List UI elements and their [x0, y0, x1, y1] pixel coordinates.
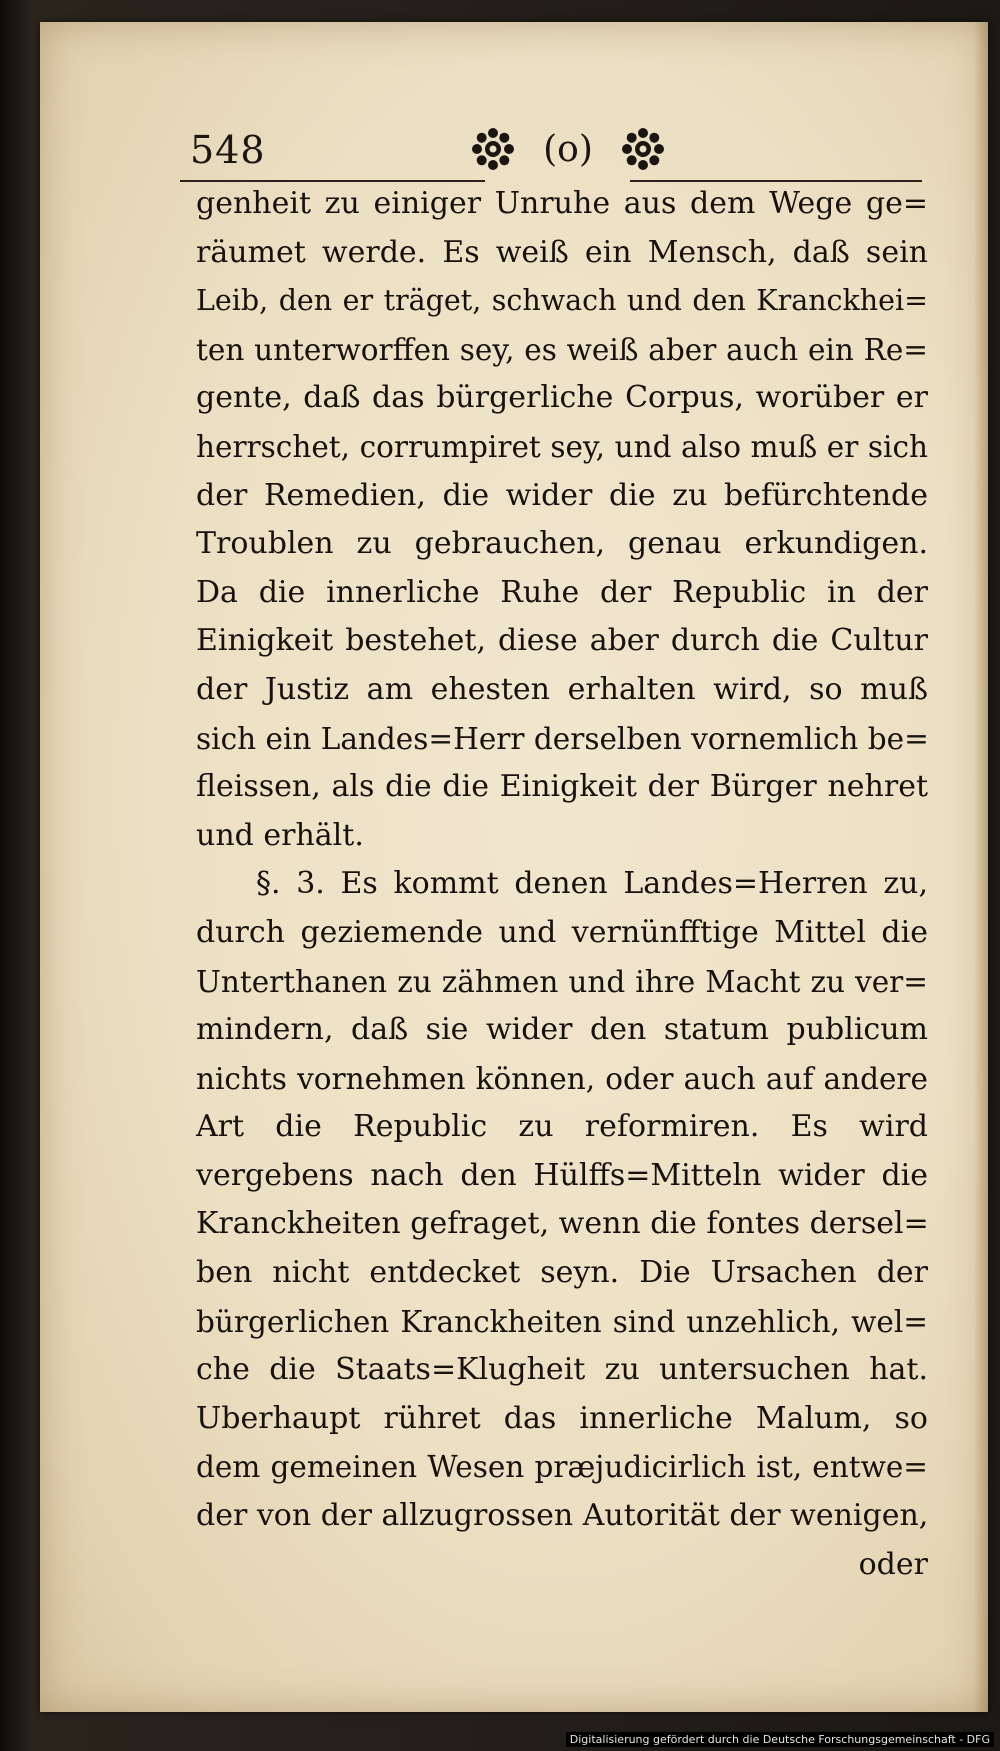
text-line: dem gemeinen Wesen præjudicirlich ist, entwe=	[196, 1450, 928, 1485]
rosette-ornament-icon	[468, 124, 518, 174]
text-line: Kranckheiten gefraget, wenn die fontes dersel=	[196, 1206, 929, 1242]
text-line: mindern, daß sie wider den statum publicum	[196, 1012, 928, 1048]
text-line: vergebens nach den Hülffs=Mitteln wider die	[196, 1157, 928, 1193]
header-ornament	[468, 122, 668, 176]
catchword: oder	[858, 1546, 928, 1582]
text-line: Einigkeit bestehet, diese aber durch die Cultur	[196, 623, 928, 659]
text-line: sich ein Landes=Herr derselben vornemlich be=	[196, 721, 929, 756]
text-line: bürgerlichen Kranckheiten sind unzehlich, wel=	[196, 1304, 928, 1339]
digitization-credit: Digitalisierung gefördert durch die Deutsche Forschungsgemeinschaft - DFG	[566, 1732, 994, 1747]
text-line: ben nicht entdecket seyn. Die Ursachen der	[196, 1255, 928, 1291]
text-line: gente, daß das bürgerliche Corpus, worüber er	[196, 380, 928, 416]
text-line: fleissen, als die die Einigkeit der Bürger nehret	[196, 769, 928, 805]
text-line: der Remedien, die wider die zu befürchtende	[196, 477, 928, 513]
text-line: durch geziemende und vernünfftige Mittel die	[196, 914, 928, 950]
page-number: 548	[190, 128, 266, 172]
text-line: che die Staats=Klugheit zu untersuchen hat.	[196, 1352, 928, 1388]
text-line: genheit zu einiger Unruhe aus dem Wege ge=	[196, 186, 928, 221]
text-line: Da die innerliche Ruhe der Republic in der	[196, 574, 928, 610]
text-line: nichts vornehmen können, oder auch auf andere	[196, 1061, 928, 1096]
header-mark: (o)	[543, 128, 593, 170]
text-line: Uberhaupt rühret das innerliche Malum, so	[196, 1400, 928, 1436]
text-line: Unterthanen zu zähmen und ihre Macht zu ver=	[196, 964, 928, 999]
section-heading-line: §. 3. Es kommt denen Landes=Herren zu,	[256, 866, 928, 902]
text-line: räumet werde. Es weiß ein Mensch, daß sein	[196, 234, 928, 270]
page-edge-shadow	[974, 22, 988, 1712]
text-line: Art die Republic zu reformiren. Es wird	[196, 1109, 928, 1145]
text-line: Leib, den er träget, schwach und den Kranckhei=	[196, 284, 928, 318]
text-line: und erhält.	[196, 817, 364, 853]
text-line: der von der allzugrossen Autorität der wenigen,	[196, 1498, 929, 1534]
rosette-ornament-icon	[618, 124, 668, 174]
text-line: herrschet, corrumpiret sey, und also muß er sich	[196, 429, 928, 464]
text-line: der Justiz am ehesten erhalten wird, so muß	[196, 671, 928, 707]
page-header	[150, 118, 922, 188]
text-line: Troublen zu gebrauchen, genau erkundigen.	[196, 526, 928, 562]
body-text	[196, 180, 928, 1589]
text-line: ten unterworffen sey, es weiß aber auch ein Re=	[196, 332, 928, 367]
